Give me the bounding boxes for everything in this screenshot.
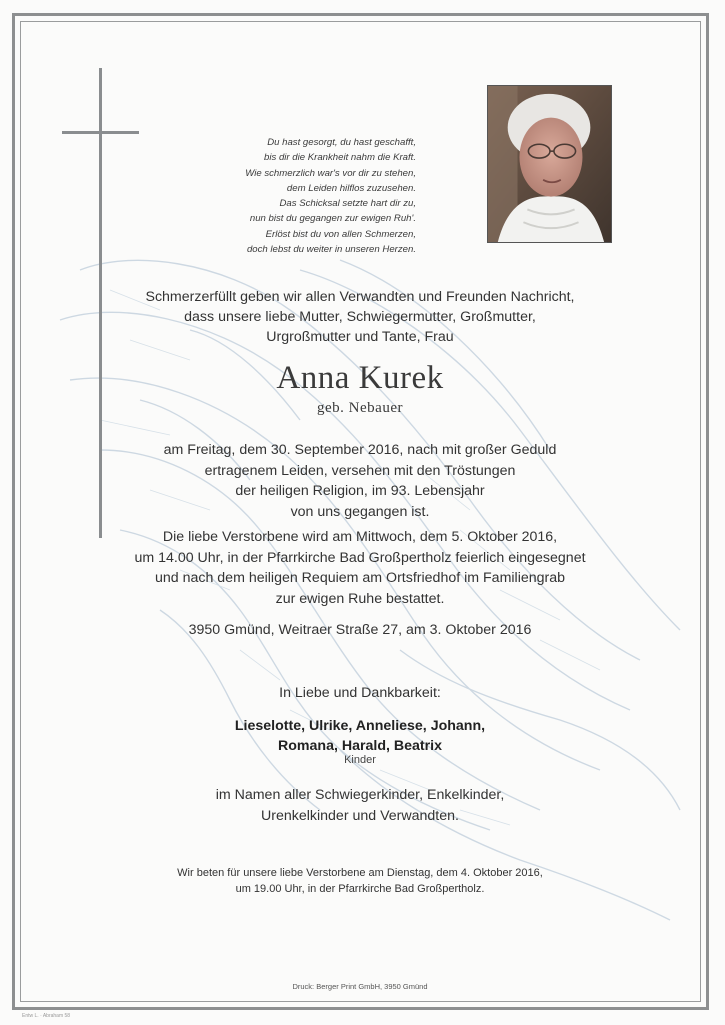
poem-line: nun bist du gegangen zur ewigen Ruh'. (249, 213, 416, 225)
funeral-line: Die liebe Verstorbene wird am Mittwoch, dem 5. Oktober 2016, (162, 529, 558, 545)
deceased-name: Anna Kurek (276, 360, 444, 396)
children-label: Kinder (344, 754, 376, 766)
poem-line: doch lebst du weiter in unseren Herzen. (246, 244, 416, 256)
relatives-line: Urenkelkinder und Verwandten. (261, 807, 459, 824)
poem-line: Das Schicksal setzte hart dir zu, (279, 198, 416, 210)
poem (170, 135, 416, 257)
intro-line: Urgroßmutter und Tante, Frau (266, 329, 454, 345)
thanks-line: In Liebe und Dankbarkeit: (279, 685, 441, 701)
relatives-line: im Namen aller Schwiegerkinder, Enkelkinder, (215, 787, 505, 803)
funeral-notice (110, 527, 610, 609)
mass-notice (140, 866, 580, 897)
intro-line: dass unsere liebe Mutter, Schwiegermutter, Großmutter, (184, 309, 536, 325)
funeral-line: zur ewigen Ruhe bestattet. (275, 590, 445, 607)
death-line: von uns gegangen ist. (290, 503, 430, 520)
mass-line: um 19.00 Uhr, in der Pfarrkirche Bad Großpertholz. (235, 882, 485, 895)
children-line: Lieselotte, Ulrike, Anneliese, Johann, (234, 718, 486, 734)
poem-line: Erlöst bist du von allen Schmerzen, (265, 228, 416, 240)
cross-icon (99, 68, 102, 538)
poem-line: bis dir die Krankheit nahm die Kraft. (264, 152, 416, 164)
mass-line: Wir beten für unsere liebe Verstorbene am Dienstag, dem 4. Oktober 2016, (177, 867, 543, 879)
death-line: der heiligen Religion, im 93. Lebensjahr (235, 483, 485, 500)
relatives-text (140, 785, 580, 826)
intro-text (120, 287, 600, 347)
corner-mark: Entw L. · Abraham 58 (22, 1013, 71, 1019)
death-line: ertragenem Leiden, versehen mit den Tröstungen (204, 462, 516, 479)
printer-credit: Druck: Berger Print GmbH, 3950 Gmünd (292, 982, 428, 991)
portrait-photo (487, 85, 612, 243)
poem-line: dem Leiden hilflos zuzusehen. (286, 182, 416, 194)
death-notice (120, 440, 600, 522)
funeral-line: um 14.00 Uhr, in der Pfarrkirche Bad Großpertholz feierlich eingesegnet (134, 549, 586, 566)
cross-bar (62, 131, 139, 134)
death-line: am Freitag, dem 30. September 2016, nach mit großer Geduld (163, 442, 557, 458)
birth-name: geb. Nebauer (317, 400, 403, 416)
children-names (150, 716, 570, 756)
children-line: Romana, Harald, Beatrix (277, 738, 442, 754)
poem-line: Du hast gesorgt, du hast geschafft, (267, 137, 416, 148)
poem-line: Wie schmerzlich war's vor dir zu stehen, (245, 167, 416, 179)
place-date: 3950 Gmünd, Weitraer Straße 27, am 3. Oktober 2016 (188, 622, 532, 638)
intro-line: Schmerzerfüllt geben wir allen Verwandten und Freunden Nachricht, (145, 289, 575, 305)
funeral-line: und nach dem heiligen Requiem am Ortsfriedhof im Familiengrab (154, 570, 566, 587)
